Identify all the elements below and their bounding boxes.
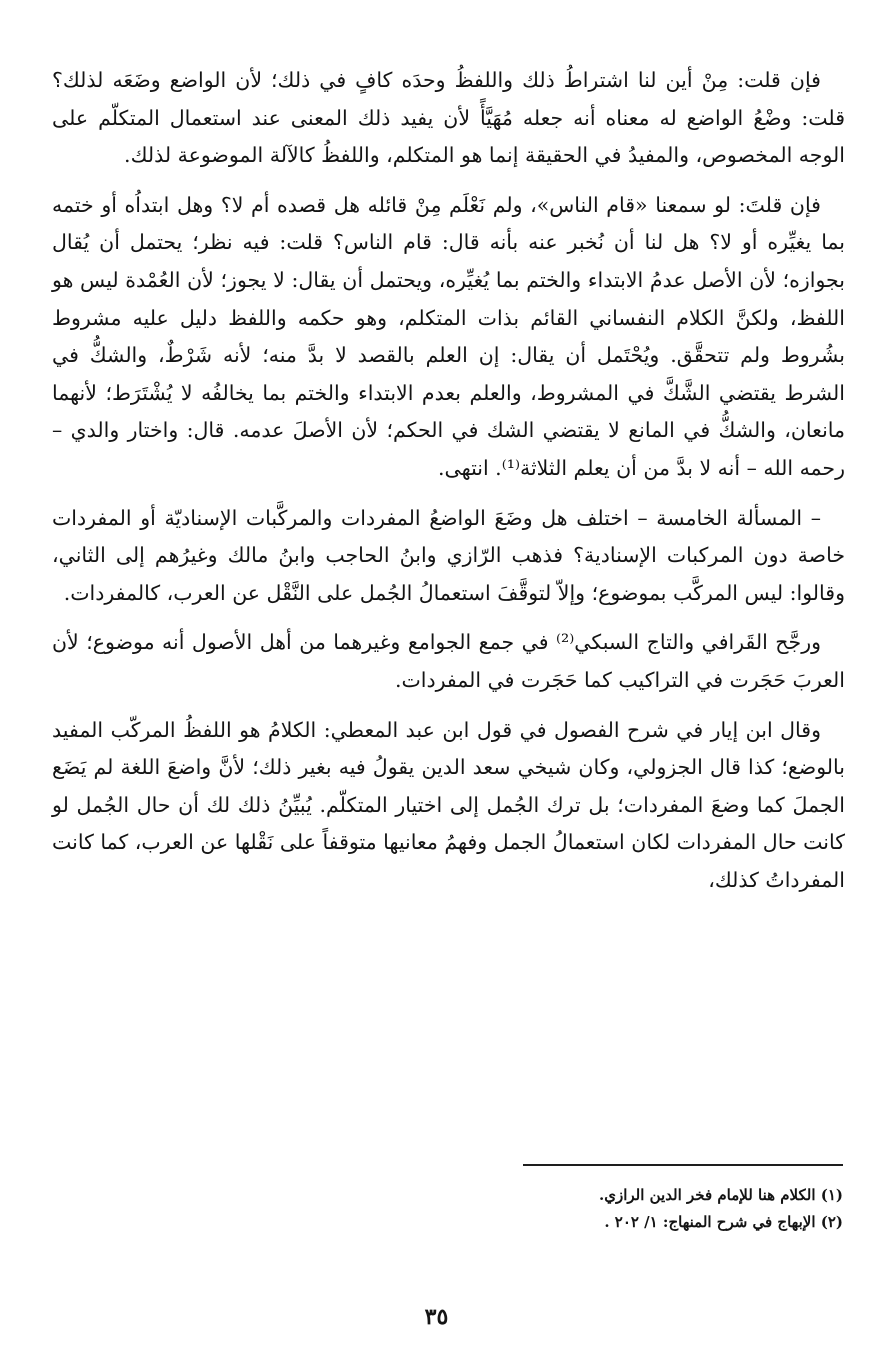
footnote-1: (١) الكلام هنا للإمام فخر الدين الرازي. xyxy=(598,1186,843,1204)
footnote-divider xyxy=(523,1164,843,1166)
paragraph-1: فإن قلت: مِنْ أين لنا اشتراطُ ذلك واللفظُ وحدَه كافٍ في ذلك؛ لأن الواضع وضَعَه لذلك؟ قلت: وضْعُ الواضع له معناه أنه جعله مُهَيَّأً لأن يفيد ذلك المعنى عند استعمال المتكلّم على الوجه المخصوص، والمفيدُ في الحقيقة إنما هو المتكلم، واللفظُ كالآلة الموضوعة لذلك. xyxy=(52,68,845,168)
main-text xyxy=(52,62,845,913)
footnotes xyxy=(52,1182,843,1236)
paragraph-4: ورجَّح القَرافي والتاج السبكي⁽²⁾ في جمع الجوامع وغيرهما من أهل الأصول أنه موضوع؛ لأن العربَ حَجَرت في التراكيب كما حَجَرت في المفردات. xyxy=(52,630,845,692)
paragraph-5: وقال ابن إيار في شرح الفصول في قول ابن عبد المعطي: الكلامُ هو اللفظُ المركّب المفيد بالوضع؛ كذا قال الجزولي، وكان شيخي سعد الدين يقولُ فيه بغير ذلك؛ لأنَّ واضعَ اللغة لم يَضَع الجملَ كما وضعَ المفردات؛ بل ترك الجُمل إلى اختيار المتكلّم. يُبيِّنُ ذلك لك أن حال الجُمل لو كانت حال المفردات لكان استعمالُ الجمل وفهمُ معانيها متوقفاً على نَقْلها عن العرب، كما كانت المفرداتُ كذلك، xyxy=(52,717,845,892)
footnote-2: (٢) الإبهاج في شرح المنهاج: ١/ ٢٠٢ . xyxy=(604,1213,843,1231)
paragraph-3: – المسألة الخامسة – اختلف هل وضَعَ الواضعُ المفردات والمركَّبات الإسناديّة أو المفردات خاصة دون المركبات الإسنادية؟ فذهب الرّازي وابنُ الحاجب وابنُ مالك وغيرُهم إلى الثاني، وقالوا: ليس المركَّب بموضوع؛ وإلاّ لتوقَّفَ استعمالُ الجُمل على النَّقْل عن العرب، كالمفردات. xyxy=(52,505,845,605)
page-number: ٣٥ xyxy=(424,1304,449,1330)
paragraph-2: فإن قلتَ: لو سمعنا «قام الناس»، ولم نَعْلَم مِنْ قائله هل قصده أم لا؟ وهل ابتداُه أو ختمه بما يغيِّره أو لا؟ هل لنا أن نُخبر عنه بأنه قال: قام الناس؟ قلت: فيه نظر؛ يحتمل أن يُقال بجوازه؛ لأن الأصل عدمُ الابتداء والختم بما يُغيِّره، ويحتمل أن يقال: لا يجوز؛ لأن العُمْدة ليس هو اللفظ، ولكنَّ الكلام النفساني القائم بذات المتكلم، وهو حكمه واللفظ دليل عليه مشروط بشُروط ولم تتحقَّق. ويُحْتَمل أن يقال: إن العلم بالقصد لا بدَّ منه؛ لأنه شَرْطٌ، والشكُّ في الشرط يقتضي الشَّكَّ في المشروط، والعلم بعدم الابتداء والختم بما يخالفُه لا يُشْتَرَط؛ لأنهما مانعان، والشكُّ في المانع لا يقتضي الشك في الحكم؛ لأن الأصلَ عدمه. قال: واختار والدي – رحمه الله – أنه لا بدَّ من أن يعلم الثلاثة⁽¹⁾. انتهى. xyxy=(52,192,845,480)
